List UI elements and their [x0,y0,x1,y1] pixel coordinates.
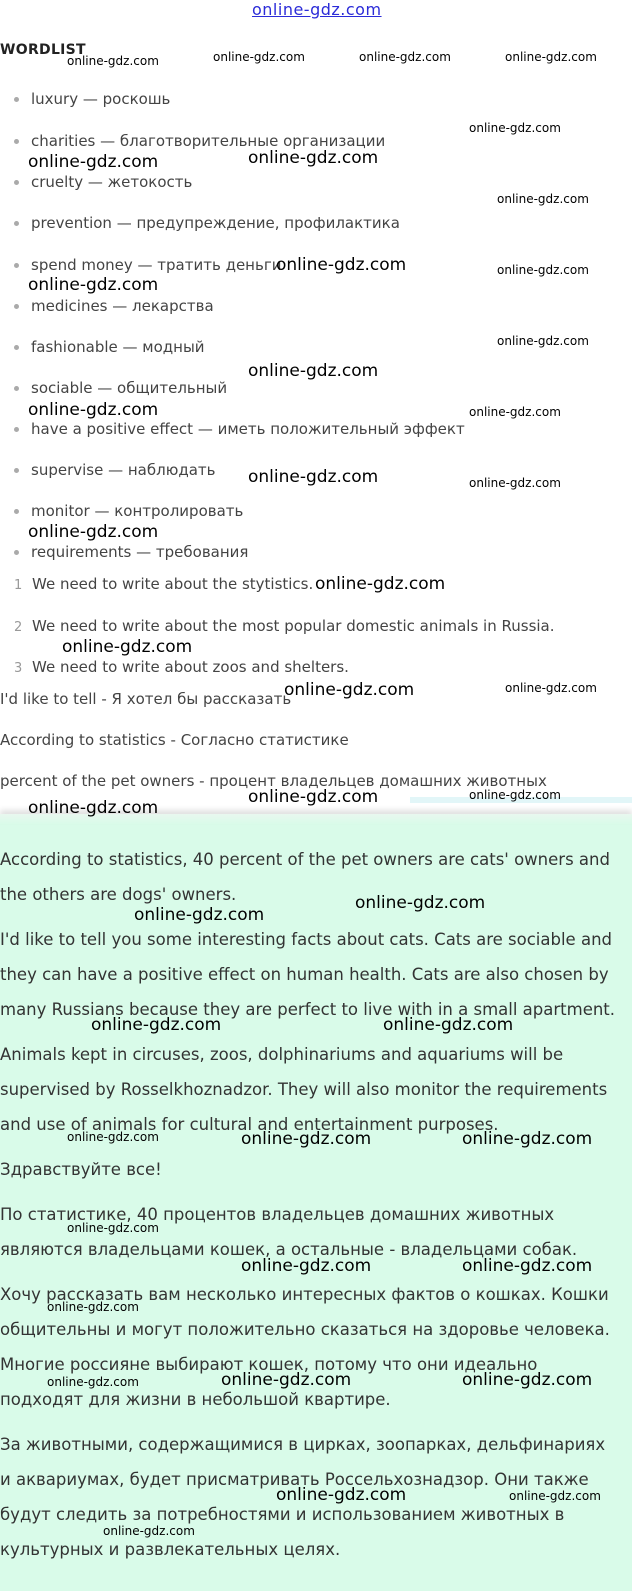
watermark: online-gdz.com [28,522,159,542]
watermark: online-gdz.com [462,1256,593,1276]
watermark: online-gdz.com [67,54,159,68]
watermark: online-gdz.com [248,467,379,487]
watermark: online-gdz.com [248,787,379,807]
watermark: online-gdz.com [248,148,379,168]
watermark: online-gdz.com [91,1015,222,1035]
watermark: online-gdz.com [359,50,451,64]
bullet-icon [14,386,19,391]
phrase-line: percent of the pet owners - процент владельцев домашних животных [0,772,547,790]
essay-paragraph-ru: Многие россияне выбирают кошек, потому что они идеально подходят для жизни в небольшой квартире. [0,1355,538,1409]
bullet-icon [14,468,19,473]
watermark: online-gdz.com [276,1485,407,1505]
watermark: online-gdz.com [67,1130,159,1144]
watermark: online-gdz.com [355,893,486,913]
watermark: online-gdz.com [213,50,305,64]
wordlist-item: medicines — лекарства [14,297,214,315]
bullet-icon [14,304,19,309]
watermark: online-gdz.com [47,1375,139,1389]
bullet-icon [14,97,19,102]
watermark: online-gdz.com [509,1489,601,1503]
phrase-line: According to statistics - Согласно статистике [0,731,349,749]
watermark: online-gdz.com [221,1370,352,1390]
watermark: online-gdz.com [497,192,589,206]
watermark: online-gdz.com [462,1370,593,1390]
essay-paragraph-ru: По статистике, 40 процентов владельцев домашних животных являются владельцами кошек, а остальные - владельцами собак. [0,1205,578,1259]
essay-paragraph-en: According to statistics, 40 percent of the pet owners are cats' owners and the others are dogs' owners. [0,850,610,904]
wordlist-item: monitor — контролировать [14,502,243,520]
essay-paragraph-ru: Хочу рассказать вам несколько интересных фактов о кошках. Кошки общительны и могут положительно сказаться на здоровье человека. [0,1285,610,1339]
watermark: online-gdz.com [28,275,159,295]
essay-paragraph-en: Animals kept in circuses, zoos, dolphinariums and aquariums will be supervised by Rosselkhoznadzor. They will also monitor the requirements and use of animals for cultural and entertainment purposes. [0,1045,608,1134]
wordlist-item: charities — благотворительные организации [14,132,385,150]
watermark: online-gdz.com [505,50,597,64]
watermark: online-gdz.com [505,681,597,695]
watermark: online-gdz.com [276,255,407,275]
wordlist-item: supervise — наблюдать [14,461,215,479]
essay-paragraph-ru: За животными, содержащимися в цирках, зоопарках, дельфинариях и аквариумах, будет присматривать Россельхознадзор. Они также будут следить за потребностями и использованием животных в культурных и развлекательных целях. [0,1435,606,1559]
essay-paragraph-en: I'd like to tell you some interesting facts about cats. Cats are sociable and they can have a positive effect on human health. Cats are also chosen by many Russians because they are perfect to live with in a small apartment. [0,930,616,1019]
wordlist-item: prevention — предупреждение, профилактика [14,214,400,232]
essay-paragraph-ru: Здравствуйте все! [0,1160,162,1179]
top-watermark-link[interactable]: online-gdz.com [252,0,382,19]
watermark: online-gdz.com [134,905,265,925]
watermark: online-gdz.com [469,476,561,490]
wordlist-item: cruelty — жетокость [14,173,192,191]
numbered-item: 3 We need to write about zoos and shelters. [14,658,349,676]
bullet-icon [14,180,19,185]
numbered-item: 1 We need to write about the stytistics. [14,575,314,593]
wordlist-heading: WORDLIST [0,42,86,58]
bullet-icon [14,345,19,350]
watermark: online-gdz.com [47,1300,139,1314]
wordlist-item: luxury — роскошь [14,90,170,108]
watermark: online-gdz.com [469,121,561,135]
watermark: online-gdz.com [28,152,159,172]
watermark: online-gdz.com [103,1524,195,1538]
watermark: online-gdz.com [241,1256,372,1276]
bullet-icon [14,263,19,268]
watermark: online-gdz.com [241,1129,372,1149]
watermark: online-gdz.com [248,361,379,381]
wordlist-item: fashionable — модный [14,338,205,356]
numbered-item: 2 We need to write about the most popular domestic animals in Russia. [14,617,555,635]
watermark: online-gdz.com [469,788,561,802]
wordlist-item: sociable — общительный [14,379,227,397]
watermark: online-gdz.com [284,680,415,700]
bullet-icon [14,550,19,555]
watermark: online-gdz.com [62,637,193,657]
bullet-icon [14,427,19,432]
watermark: online-gdz.com [67,1221,159,1235]
wordlist-item: requirements — требования [14,543,248,561]
phrase-line: I'd like to tell - Я хотел бы рассказать [0,690,292,708]
wordlist-item: have a positive effect — иметь положительный эффект [14,420,465,438]
wordlist-item: spend money — тратить деньги [14,256,281,274]
watermark: online-gdz.com [469,405,561,419]
watermark: online-gdz.com [497,334,589,348]
watermark: online-gdz.com [462,1129,593,1149]
watermark: online-gdz.com [497,263,589,277]
watermark: online-gdz.com [28,400,159,420]
watermark: online-gdz.com [315,574,446,594]
bullet-icon [14,139,19,144]
watermark: online-gdz.com [28,798,159,818]
watermark: online-gdz.com [383,1015,514,1035]
bullet-icon [14,221,19,226]
bullet-icon [14,509,19,514]
